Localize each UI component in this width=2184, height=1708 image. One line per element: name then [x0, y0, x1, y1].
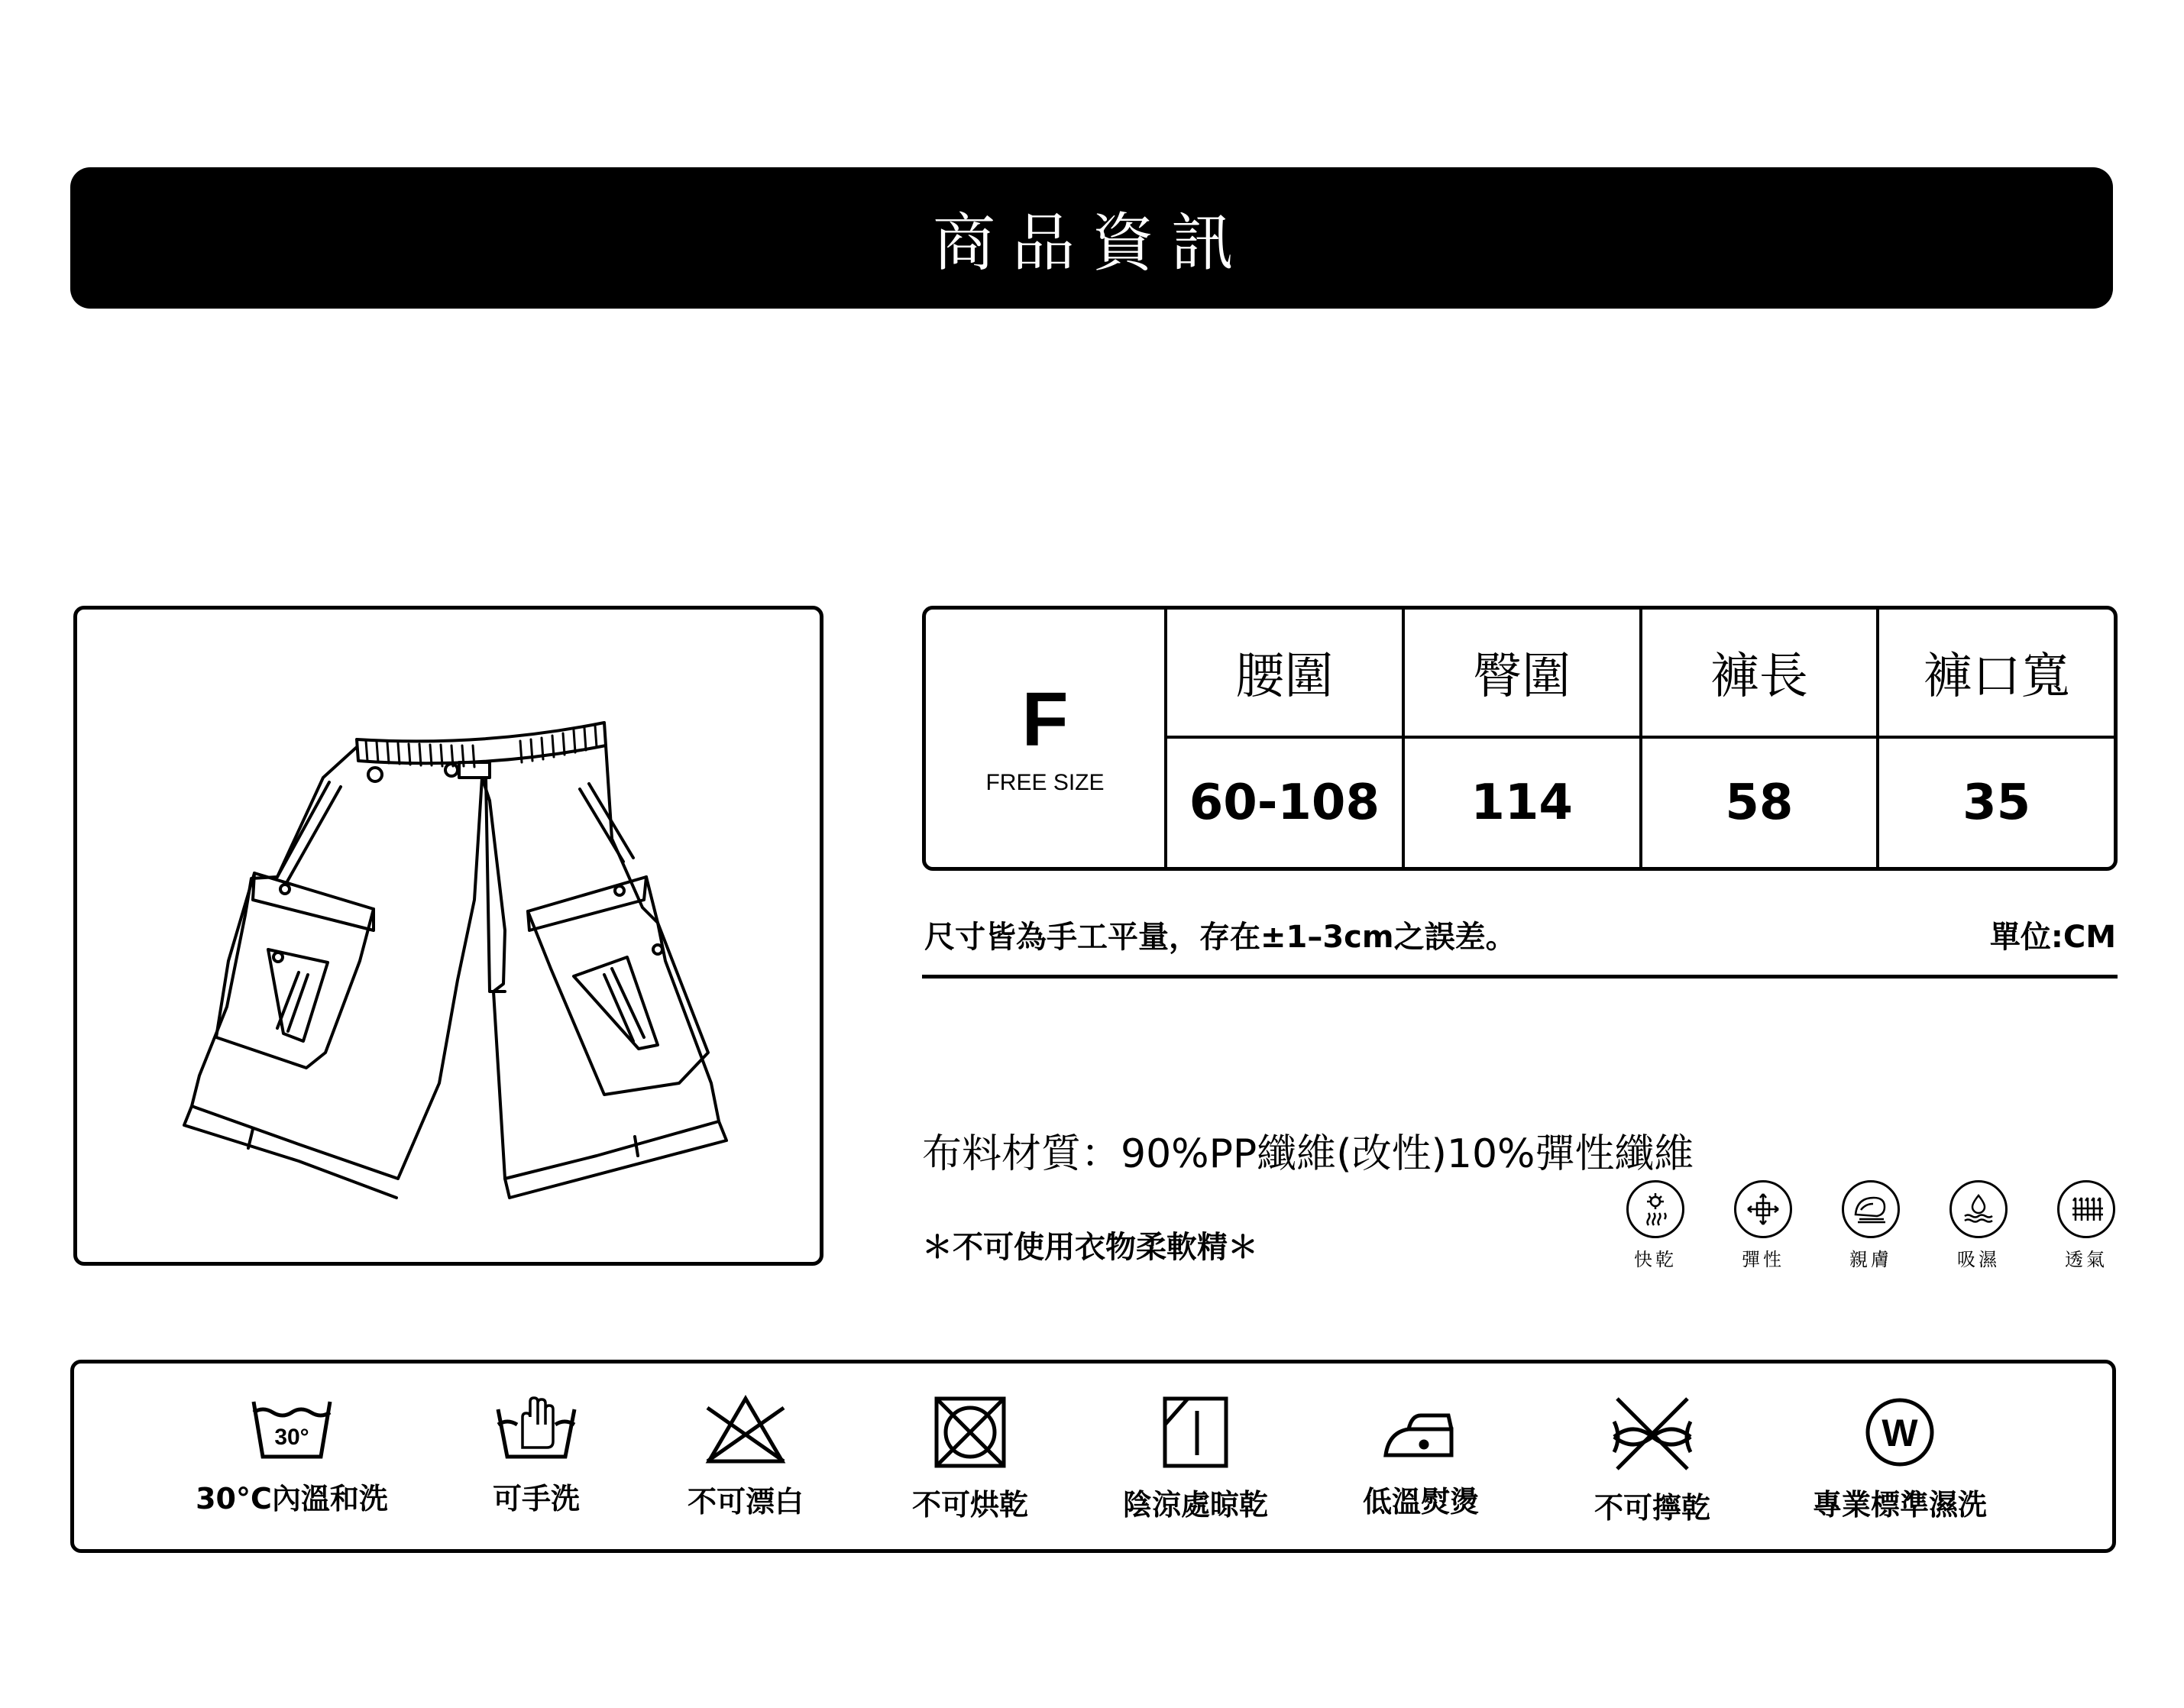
feature-label: 親膚	[1849, 1249, 1892, 1270]
quick-dry-icon	[1626, 1180, 1684, 1238]
value-waist: 60-108	[1164, 739, 1402, 868]
value-hem-width: 35	[1876, 739, 2114, 868]
breathable-icon	[2057, 1180, 2115, 1238]
care-label: 可手洗	[492, 1482, 580, 1516]
size-label-cell	[926, 610, 1164, 867]
divider	[922, 975, 2118, 979]
care-no-wring	[1538, 1394, 1767, 1526]
size-table	[922, 606, 2118, 871]
care-professional-wet-clean	[1785, 1394, 2014, 1523]
header-hem-width: 褲口寬	[1876, 610, 2114, 739]
professional-wet-clean-icon	[1862, 1394, 1938, 1470]
wash-temp-text: 30°	[274, 1425, 309, 1450]
feature-skin-friendly	[1829, 1180, 1913, 1271]
size-letter: F	[1021, 676, 1069, 762]
value-length: 58	[1639, 739, 1877, 868]
care-shade-dry	[1081, 1394, 1310, 1523]
care-label: 不可烘乾	[911, 1488, 1028, 1522]
care-no-tumble-dry	[856, 1394, 1085, 1523]
feature-label: 透氣	[2065, 1249, 2108, 1270]
product-image-panel	[73, 606, 823, 1266]
header-length: 褲長	[1639, 610, 1877, 739]
care-label: 專業標準濕洗	[1812, 1488, 1987, 1522]
feature-quick-dry	[1613, 1180, 1697, 1271]
header-waist: 腰圍	[1164, 610, 1402, 739]
care-low-iron	[1306, 1394, 1535, 1520]
care-label: 不可漂白	[687, 1485, 804, 1519]
wash-30-icon	[249, 1394, 335, 1464]
no-bleach-icon	[700, 1394, 791, 1467]
hand-wash-icon	[493, 1394, 579, 1464]
care-label: 30°C內溫和洗	[196, 1482, 388, 1516]
measurement-note: 尺寸皆為手工平量，存在±1–3cm之誤差。	[924, 920, 1516, 955]
feature-label: 快乾	[1634, 1249, 1677, 1270]
header-bar	[70, 167, 2113, 309]
unit-label: 單位:CM	[1989, 920, 2116, 955]
skin-friendly-icon	[1842, 1180, 1900, 1238]
care-label: 不可擰乾	[1594, 1491, 1710, 1525]
stretch-icon	[1734, 1180, 1792, 1238]
care-label: 陰涼處晾乾	[1122, 1488, 1268, 1522]
care-caution: ＊不可使用衣物柔軟精＊	[922, 1230, 1258, 1265]
care-label: 低溫熨燙	[1362, 1485, 1479, 1519]
shorts-illustration	[77, 610, 820, 1262]
feature-label: 吸濕	[1957, 1249, 2000, 1270]
header-hip: 臀圍	[1402, 610, 1639, 739]
feature-moisture-absorb	[1936, 1180, 2021, 1271]
no-tumble-dry-icon	[932, 1394, 1008, 1470]
size-subtitle: FREE SIZE	[985, 769, 1105, 795]
page-title: 商品資訊	[932, 207, 1251, 280]
feature-breathable	[2044, 1180, 2128, 1271]
value-hip: 114	[1402, 739, 1639, 868]
low-iron-icon	[1378, 1394, 1464, 1467]
feature-label: 彈性	[1742, 1249, 1784, 1270]
feature-stretch	[1721, 1180, 1805, 1271]
care-wash-30	[177, 1394, 406, 1517]
care-hand-wash	[422, 1394, 651, 1517]
material-text: 布料材質：90%PP纖維(改性)10%彈性纖維	[922, 1131, 1694, 1177]
care-no-bleach	[631, 1394, 860, 1520]
moisture-absorb-icon	[1949, 1180, 2008, 1238]
shade-dry-icon	[1157, 1394, 1234, 1470]
wet-clean-badge-text: W	[1881, 1412, 1918, 1454]
no-wring-icon	[1606, 1394, 1698, 1473]
